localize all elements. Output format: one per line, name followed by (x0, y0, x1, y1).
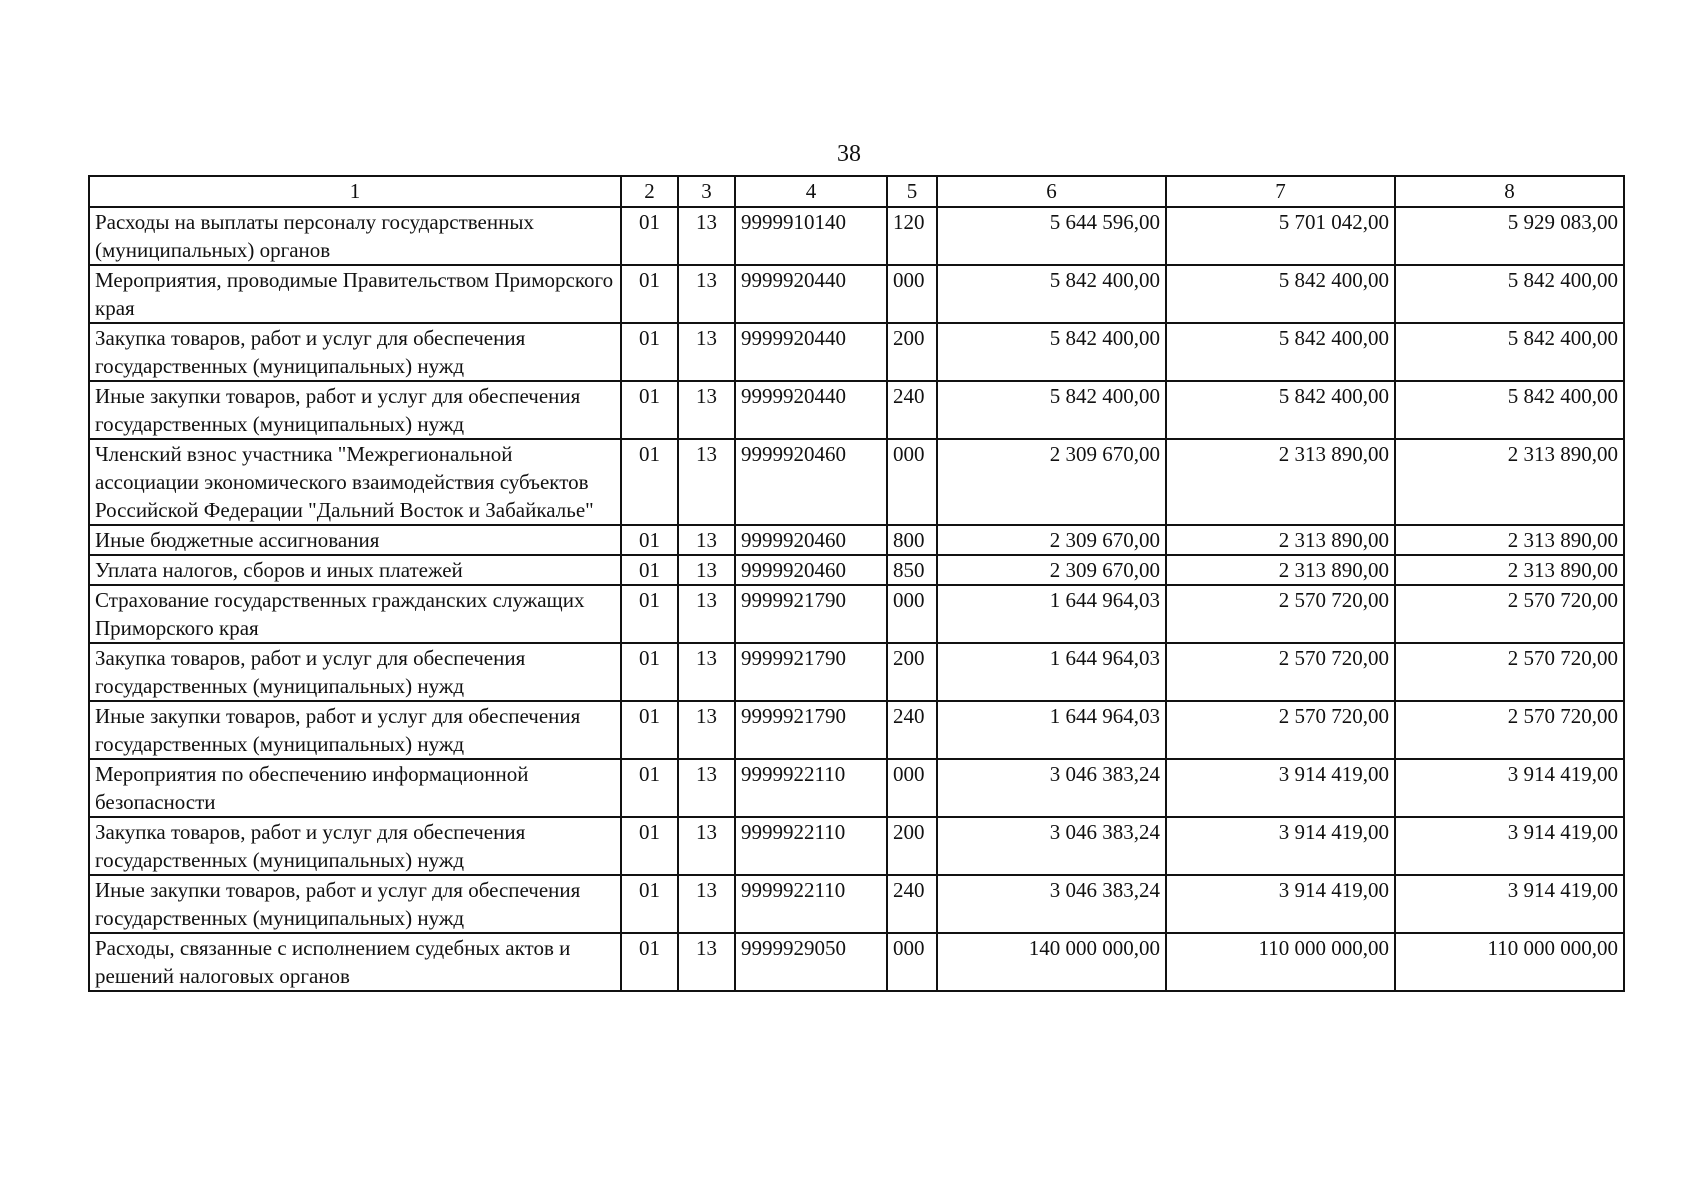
table-row (89, 323, 1624, 381)
table-row (89, 933, 1624, 991)
amount-col8-cell: 3 914 419,00 (1395, 817, 1624, 875)
expense-name-cell: Расходы, связанные с исполнением судебных актов и решений налоговых органов (89, 933, 621, 991)
section-code-cell: 01 (621, 265, 678, 323)
expense-type-cell: 240 (887, 701, 937, 759)
section-code-cell: 01 (621, 933, 678, 991)
section-code-cell: 01 (621, 585, 678, 643)
subsection-code-cell: 13 (678, 555, 735, 585)
target-article-cell: 9999920460 (735, 525, 887, 555)
table-row (89, 207, 1624, 265)
expense-name-cell: Иные закупки товаров, работ и услуг для обеспечения государственных (муниципальных) нужд (89, 875, 621, 933)
expense-type-cell: 000 (887, 265, 937, 323)
header-cell: 3 (678, 176, 735, 207)
amount-col8-cell: 110 000 000,00 (1395, 933, 1624, 991)
target-article-cell: 9999922110 (735, 759, 887, 817)
table-row (89, 381, 1624, 439)
amount-col8-cell: 3 914 419,00 (1395, 875, 1624, 933)
subsection-code-cell: 13 (678, 439, 735, 525)
header-row (89, 176, 1624, 207)
amount-col8-cell: 2 313 890,00 (1395, 555, 1624, 585)
amount-col6-cell: 3 046 383,24 (937, 817, 1166, 875)
target-article-cell: 9999921790 (735, 643, 887, 701)
amount-col6-cell: 1 644 964,03 (937, 643, 1166, 701)
subsection-code-cell: 13 (678, 525, 735, 555)
amount-col7-cell: 3 914 419,00 (1166, 817, 1395, 875)
table-row (89, 265, 1624, 323)
table-row (89, 643, 1624, 701)
target-article-cell: 9999921790 (735, 585, 887, 643)
target-article-cell: 9999922110 (735, 875, 887, 933)
expense-type-cell: 200 (887, 817, 937, 875)
expense-name-cell: Членский взнос участника "Межрегиональной ассоциации экономического взаимодействия субъектов Российской Федерации "Дальний Восток и Забайкалье" (89, 439, 621, 525)
section-code-cell: 01 (621, 381, 678, 439)
target-article-cell: 9999910140 (735, 207, 887, 265)
table-row (89, 525, 1624, 555)
amount-col7-cell: 5 701 042,00 (1166, 207, 1395, 265)
target-article-cell: 9999920460 (735, 439, 887, 525)
expense-name-cell: Закупка товаров, работ и услуг для обеспечения государственных (муниципальных) нужд (89, 323, 621, 381)
subsection-code-cell: 13 (678, 933, 735, 991)
amount-col6-cell: 2 309 670,00 (937, 555, 1166, 585)
amount-col8-cell: 5 929 083,00 (1395, 207, 1624, 265)
expense-name-cell: Закупка товаров, работ и услуг для обеспечения государственных (муниципальных) нужд (89, 643, 621, 701)
budget-table (88, 175, 1625, 992)
target-article-cell: 9999929050 (735, 933, 887, 991)
amount-col6-cell: 3 046 383,24 (937, 759, 1166, 817)
amount-col7-cell: 110 000 000,00 (1166, 933, 1395, 991)
expense-name-cell: Мероприятия, проводимые Правительством Приморского края (89, 265, 621, 323)
target-article-cell: 9999920460 (735, 555, 887, 585)
amount-col8-cell: 2 313 890,00 (1395, 525, 1624, 555)
expense-name-cell: Иные закупки товаров, работ и услуг для обеспечения государственных (муниципальных) нужд (89, 381, 621, 439)
amount-col6-cell: 5 842 400,00 (937, 381, 1166, 439)
expense-type-cell: 850 (887, 555, 937, 585)
expense-type-cell: 000 (887, 439, 937, 525)
target-article-cell: 9999921790 (735, 701, 887, 759)
amount-col8-cell: 2 570 720,00 (1395, 701, 1624, 759)
amount-col7-cell: 2 570 720,00 (1166, 585, 1395, 643)
subsection-code-cell: 13 (678, 643, 735, 701)
amount-col7-cell: 2 313 890,00 (1166, 525, 1395, 555)
expense-name-cell: Уплата налогов, сборов и иных платежей (89, 555, 621, 585)
expense-name-cell: Мероприятия по обеспечению информационной безопасности (89, 759, 621, 817)
amount-col7-cell: 5 842 400,00 (1166, 381, 1395, 439)
table-row (89, 555, 1624, 585)
amount-col7-cell: 2 313 890,00 (1166, 555, 1395, 585)
header-cell: 1 (89, 176, 621, 207)
expense-type-cell: 800 (887, 525, 937, 555)
page-number: 38 (837, 141, 861, 167)
target-article-cell: 9999920440 (735, 381, 887, 439)
table-body (89, 207, 1624, 991)
subsection-code-cell: 13 (678, 381, 735, 439)
header-cell: 8 (1395, 176, 1624, 207)
expense-name-cell: Иные закупки товаров, работ и услуг для обеспечения государственных (муниципальных) нужд (89, 701, 621, 759)
expense-name-cell: Иные бюджетные ассигнования (89, 525, 621, 555)
amount-col8-cell: 5 842 400,00 (1395, 265, 1624, 323)
section-code-cell: 01 (621, 643, 678, 701)
amount-col8-cell: 5 842 400,00 (1395, 323, 1624, 381)
expense-type-cell: 200 (887, 323, 937, 381)
expense-type-cell: 240 (887, 875, 937, 933)
header-cell: 2 (621, 176, 678, 207)
amount-col7-cell: 2 570 720,00 (1166, 643, 1395, 701)
table-row (89, 875, 1624, 933)
amount-col7-cell: 3 914 419,00 (1166, 759, 1395, 817)
expense-type-cell: 120 (887, 207, 937, 265)
amount-col8-cell: 2 313 890,00 (1395, 439, 1624, 525)
subsection-code-cell: 13 (678, 207, 735, 265)
amount-col6-cell: 2 309 670,00 (937, 439, 1166, 525)
expense-name-cell: Страхование государственных гражданских служащих Приморского края (89, 585, 621, 643)
amount-col7-cell: 3 914 419,00 (1166, 875, 1395, 933)
amount-col6-cell: 2 309 670,00 (937, 525, 1166, 555)
table-row (89, 817, 1624, 875)
expense-type-cell: 200 (887, 643, 937, 701)
subsection-code-cell: 13 (678, 701, 735, 759)
table-row (89, 759, 1624, 817)
section-code-cell: 01 (621, 701, 678, 759)
subsection-code-cell: 13 (678, 323, 735, 381)
subsection-code-cell: 13 (678, 585, 735, 643)
subsection-code-cell: 13 (678, 759, 735, 817)
subsection-code-cell: 13 (678, 875, 735, 933)
header-cell: 6 (937, 176, 1166, 207)
header-cell: 5 (887, 176, 937, 207)
subsection-code-cell: 13 (678, 817, 735, 875)
header-cell: 4 (735, 176, 887, 207)
target-article-cell: 9999920440 (735, 323, 887, 381)
section-code-cell: 01 (621, 439, 678, 525)
amount-col7-cell: 5 842 400,00 (1166, 323, 1395, 381)
section-code-cell: 01 (621, 817, 678, 875)
header-cell: 7 (1166, 176, 1395, 207)
target-article-cell: 9999922110 (735, 817, 887, 875)
expense-name-cell: Закупка товаров, работ и услуг для обеспечения государственных (муниципальных) нужд (89, 817, 621, 875)
amount-col8-cell: 2 570 720,00 (1395, 643, 1624, 701)
amount-col7-cell: 5 842 400,00 (1166, 265, 1395, 323)
amount-col6-cell: 5 644 596,00 (937, 207, 1166, 265)
section-code-cell: 01 (621, 759, 678, 817)
amount-col6-cell: 3 046 383,24 (937, 875, 1166, 933)
target-article-cell: 9999920440 (735, 265, 887, 323)
expense-type-cell: 240 (887, 381, 937, 439)
table-row (89, 701, 1624, 759)
expense-name-cell: Расходы на выплаты персоналу государственных (муниципальных) органов (89, 207, 621, 265)
section-code-cell: 01 (621, 207, 678, 265)
amount-col8-cell: 5 842 400,00 (1395, 381, 1624, 439)
subsection-code-cell: 13 (678, 265, 735, 323)
table-row (89, 585, 1624, 643)
amount-col7-cell: 2 313 890,00 (1166, 439, 1395, 525)
table-row (89, 439, 1624, 525)
amount-col8-cell: 2 570 720,00 (1395, 585, 1624, 643)
expense-type-cell: 000 (887, 759, 937, 817)
section-code-cell: 01 (621, 555, 678, 585)
amount-col8-cell: 3 914 419,00 (1395, 759, 1624, 817)
section-code-cell: 01 (621, 875, 678, 933)
expense-type-cell: 000 (887, 585, 937, 643)
section-code-cell: 01 (621, 525, 678, 555)
amount-col6-cell: 1 644 964,03 (937, 585, 1166, 643)
amount-col6-cell: 5 842 400,00 (937, 323, 1166, 381)
amount-col6-cell: 5 842 400,00 (937, 265, 1166, 323)
amount-col6-cell: 140 000 000,00 (937, 933, 1166, 991)
amount-col7-cell: 2 570 720,00 (1166, 701, 1395, 759)
section-code-cell: 01 (621, 323, 678, 381)
amount-col6-cell: 1 644 964,03 (937, 701, 1166, 759)
expense-type-cell: 000 (887, 933, 937, 991)
